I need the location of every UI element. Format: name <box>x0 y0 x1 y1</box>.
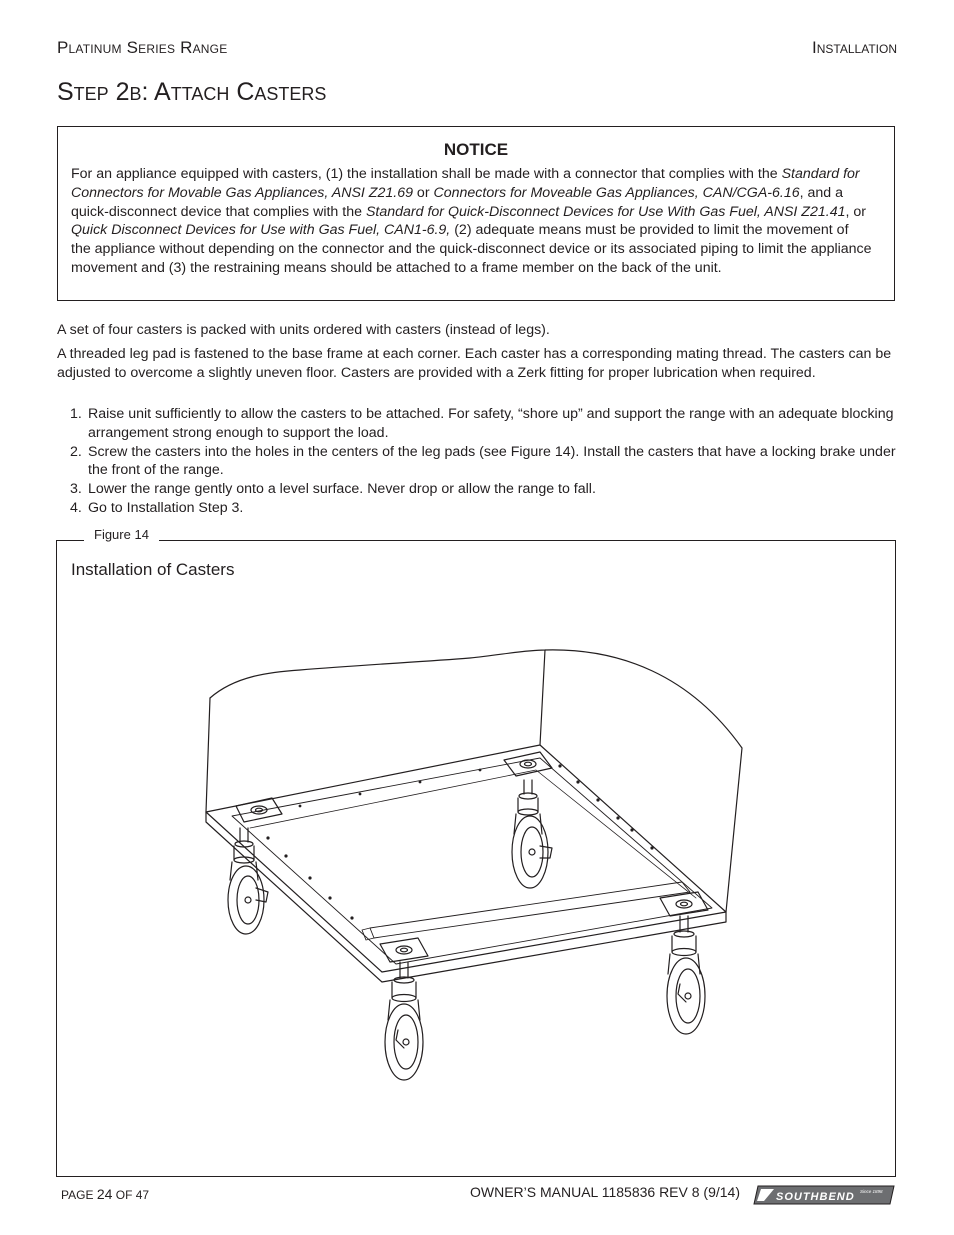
notice-text-part: or <box>412 184 434 201</box>
step-number: 4. <box>70 499 82 516</box>
caster-front-right <box>667 916 705 1034</box>
step-text: Screw the casters into the holes in the centers of the leg pads (see Figure 14). Install the casters that have a locking brake under the front of the range. <box>88 443 896 479</box>
base-frame-inner-lip <box>232 758 712 964</box>
logo-wordmark: SOUTHBEND <box>776 1191 855 1203</box>
notice-text-part: (2) adequate means must be provided to limit the movement of the appliance without depending on the connector and the quick-disconnect device or its associated piping to limit the appliance movement and (3) the restraining means should be attached to a frame member on the back of the unit. <box>71 222 872 276</box>
base-frame-outline <box>206 745 726 972</box>
figure-label: Figure 14 <box>84 527 159 542</box>
footer-page-number <box>61 1186 149 1202</box>
notice-standard-cga-6-16: Connectors for Moveable Gas Appliances, CAN/CGA-6.16 <box>433 184 800 201</box>
paragraph-leg-pads: A threaded leg pad is fastened to the base frame at each corner. Each caster has a corresponding mating thread. The casters can be adjusted to overcome a slightly uneven floor. Casters are provided with a Zerk fitting for proper lubrication when required. <box>57 346 892 381</box>
step-text: Lower the range gently onto a level surface. Never drop or allow the range to fall. <box>88 481 596 498</box>
figure-caption: Installation of Casters <box>71 560 235 579</box>
step-number: 1. <box>70 406 82 422</box>
page-title: Step 2b: Attach Casters <box>57 78 327 106</box>
caster-back-right <box>512 780 552 888</box>
footer-page-prefix: PAGE <box>61 1188 94 1202</box>
range-body-cutaway-outline <box>210 650 742 912</box>
leg-pad-front-left <box>380 938 428 962</box>
notice-standard-ansi-z21-69: Standard for Connectors for Movable Gas Appliances, ANSI Z21.69 <box>71 166 860 201</box>
caster-front-left <box>385 962 423 1080</box>
notice-text-part: For an appliance equipped with casters, (1) the installation shall be made with a connector that complies with the <box>71 166 782 182</box>
footer-page-total: OF 47 <box>115 1188 150 1202</box>
range-left-edge <box>206 698 210 812</box>
step-number: 3. <box>70 481 82 498</box>
footer-page-current: 24 <box>96 1186 113 1202</box>
step-number: 2. <box>70 443 82 460</box>
front-channel <box>370 882 690 938</box>
header-section-name: Installation <box>812 38 897 57</box>
footer-manual-id: OWNER’S MANUAL 1185836 REV 8 (9/14) <box>470 1184 740 1200</box>
notice-text-part: , and a quick-disconnect device that complies with the <box>71 184 844 220</box>
notice-standard-ansi-z21-41: Standard for Quick-Disconnect Devices for Use With Gas Fuel, ANSI Z21.41 <box>365 203 846 220</box>
step-text: Raise unit sufficiently to allow the casters to be attached. For safety, “shore up” and support the range with an adequate blocking arrangement strong enough to support the load. <box>88 406 894 441</box>
caster-back-left <box>228 828 268 934</box>
notice-title: NOTICE <box>443 140 509 159</box>
logo-since: Since 1898 <box>860 1189 883 1194</box>
paragraph-casters-packed: A set of four casters is packed with units ordered with casters (instead of legs). <box>57 322 550 338</box>
range-back-corner-edge <box>540 650 545 745</box>
notice-text-part: , or <box>845 203 866 220</box>
header-product-name: Platinum Series Range <box>57 38 228 57</box>
step-text: Go to Installation Step 3. <box>88 499 244 516</box>
base-frame-thickness <box>206 812 726 982</box>
southbend-logo <box>752 1184 896 1206</box>
leg-pad-back-right <box>504 752 552 776</box>
notice-standard-can1-6-9: Quick Disconnect Devices for Use with Gas Fuel, CAN1-6.9, <box>71 222 451 239</box>
